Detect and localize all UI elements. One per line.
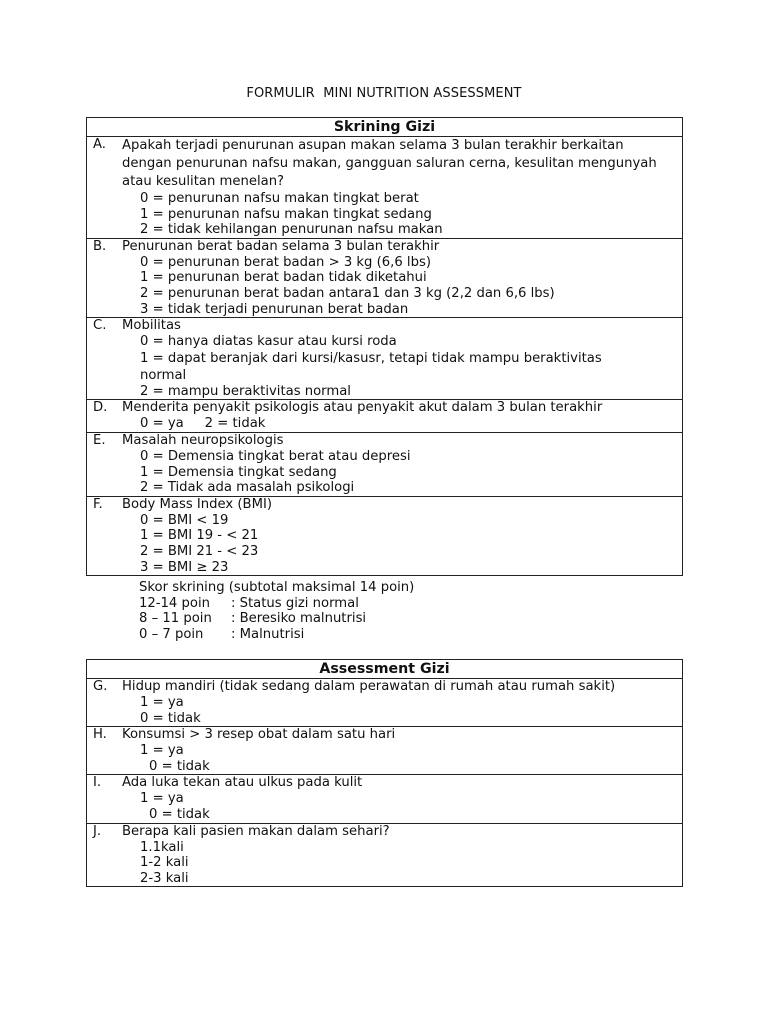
item-letter: C. (93, 318, 107, 334)
score-heading: Skor skrining (subtotal maksimal 14 poin) (139, 580, 415, 595)
assessment-item-h (87, 727, 683, 775)
item-letter: J. (93, 823, 102, 839)
item-option: 1 = penurunan berat badan tidak diketahui (140, 270, 427, 286)
screening-item-c (87, 318, 683, 400)
item-letter: E. (93, 432, 106, 448)
item-option: 3 = tidak terjadi penurunan berat badan (140, 301, 409, 317)
item-option: 0 = BMI < 19 (140, 512, 229, 528)
item-question: Konsumsi > 3 resep obat dalam satu hari (122, 727, 396, 743)
item-option: 1 = ya (140, 743, 184, 759)
item-option: 2 = mampu beraktivitas normal (140, 383, 351, 399)
item-option: 2 = Tidak ada masalah psikologi (140, 480, 355, 496)
screening-item-e (87, 432, 683, 496)
item-question: Menderita penyakit psikologis atau penyakit akut dalam 3 bulan terakhir (122, 400, 603, 416)
item-question: Masalah neuropsikologis (122, 432, 284, 448)
item-question: Body Mass Index (BMI) (122, 496, 272, 512)
score-row (139, 627, 414, 643)
screening-table (86, 117, 683, 576)
item-letter: F. (93, 496, 103, 512)
item-option: 2-3 kali (140, 870, 189, 886)
screening-item-b (87, 238, 683, 317)
item-question: Hidup mandiri (tidak sedang dalam perawatan di rumah atau rumah sakit) (122, 679, 616, 694)
item-question: Ada luka tekan atau ulkus pada kulit (122, 775, 363, 791)
item-letter: A. (93, 137, 106, 152)
screening-item-d (87, 400, 683, 433)
item-option: 3 = BMI ≥ 23 (140, 559, 229, 575)
assessment-item-g (87, 679, 683, 727)
item-option: 0 = tidak (149, 806, 210, 822)
item-option: 2 = tidak kehilangan penurunan nafsu makan (140, 222, 443, 238)
item-option: 0 = Demensia tingkat berat atau depresi (140, 448, 411, 464)
score-row (139, 596, 414, 612)
item-question: Mobilitas (122, 318, 181, 334)
item-option: 0 = penurunan nafsu makan tingkat berat (140, 191, 419, 206)
assessment-table (86, 659, 683, 887)
form-title: FORMULIR MINI NUTRITION ASSESSMENT (246, 86, 522, 101)
item-option: 1 = ya (140, 791, 184, 807)
screening-heading: Skrining Gizi (87, 118, 683, 137)
item-option: 0 = tidak (140, 710, 201, 726)
item-option: 1 = BMI 19 - < 21 (140, 528, 259, 544)
item-letter: G. (93, 679, 108, 694)
assessment-heading: Assessment Gizi (87, 660, 683, 679)
item-option: 2 = BMI 21 - < 23 (140, 543, 259, 559)
item-option: 0 = penurunan berat badan > 3 kg (6,6 lbs) (140, 254, 431, 270)
screening-item-f (87, 496, 683, 575)
item-option: 2 = penurunan berat badan antara1 dan 3 kg (2,2 dan 6,6 lbs) (140, 285, 555, 301)
item-option: 0 = ya 2 = tidak (140, 416, 266, 432)
item-option: 0 = hanya diatas kasur atau kursi roda (140, 334, 397, 350)
score-range: 8 – 11 poin (139, 611, 212, 627)
score-label: : Malnutrisi (231, 626, 305, 642)
item-letter: H. (93, 727, 107, 743)
item-question: Penurunan berat badan selama 3 bulan terakhir (122, 238, 440, 254)
item-question: Berapa kali pasien makan dalam sehari? (122, 823, 390, 839)
item-option: 1 = ya (140, 695, 184, 710)
assessment-item-j (87, 823, 683, 887)
item-question: Apakah terjadi penurunan asupan makan selama 3 bulan terakhir berkaitan dengan penurunan nafsu makan, gangguan saluran cerna, kesulitan mengunyah atau kesulitan menelan? (122, 138, 657, 189)
item-option: 1 = dapat beranjak dari kursi/kasusr, tetapi tidak mampu beraktivitas normal (140, 350, 602, 383)
screening-score-legend (139, 580, 414, 642)
assessment-item-i (87, 775, 683, 823)
item-letter: I. (93, 775, 102, 791)
score-label: : Beresiko malnutrisi (231, 611, 367, 627)
item-option: 1.1kali (140, 839, 184, 855)
item-option: 0 = tidak (149, 758, 210, 774)
item-option: 1-2 kali (140, 855, 189, 871)
score-label: : Status gizi normal (231, 595, 359, 611)
item-option: 1 = penurunan nafsu makan tingkat sedang (140, 206, 432, 222)
screening-item-a (87, 137, 683, 239)
item-option: 1 = Demensia tingkat sedang (140, 464, 337, 480)
score-range: 0 – 7 poin (139, 626, 204, 642)
item-letter: D. (93, 400, 108, 416)
score-range: 12-14 poin (139, 595, 210, 611)
item-letter: B. (93, 238, 107, 254)
score-row (139, 611, 414, 627)
